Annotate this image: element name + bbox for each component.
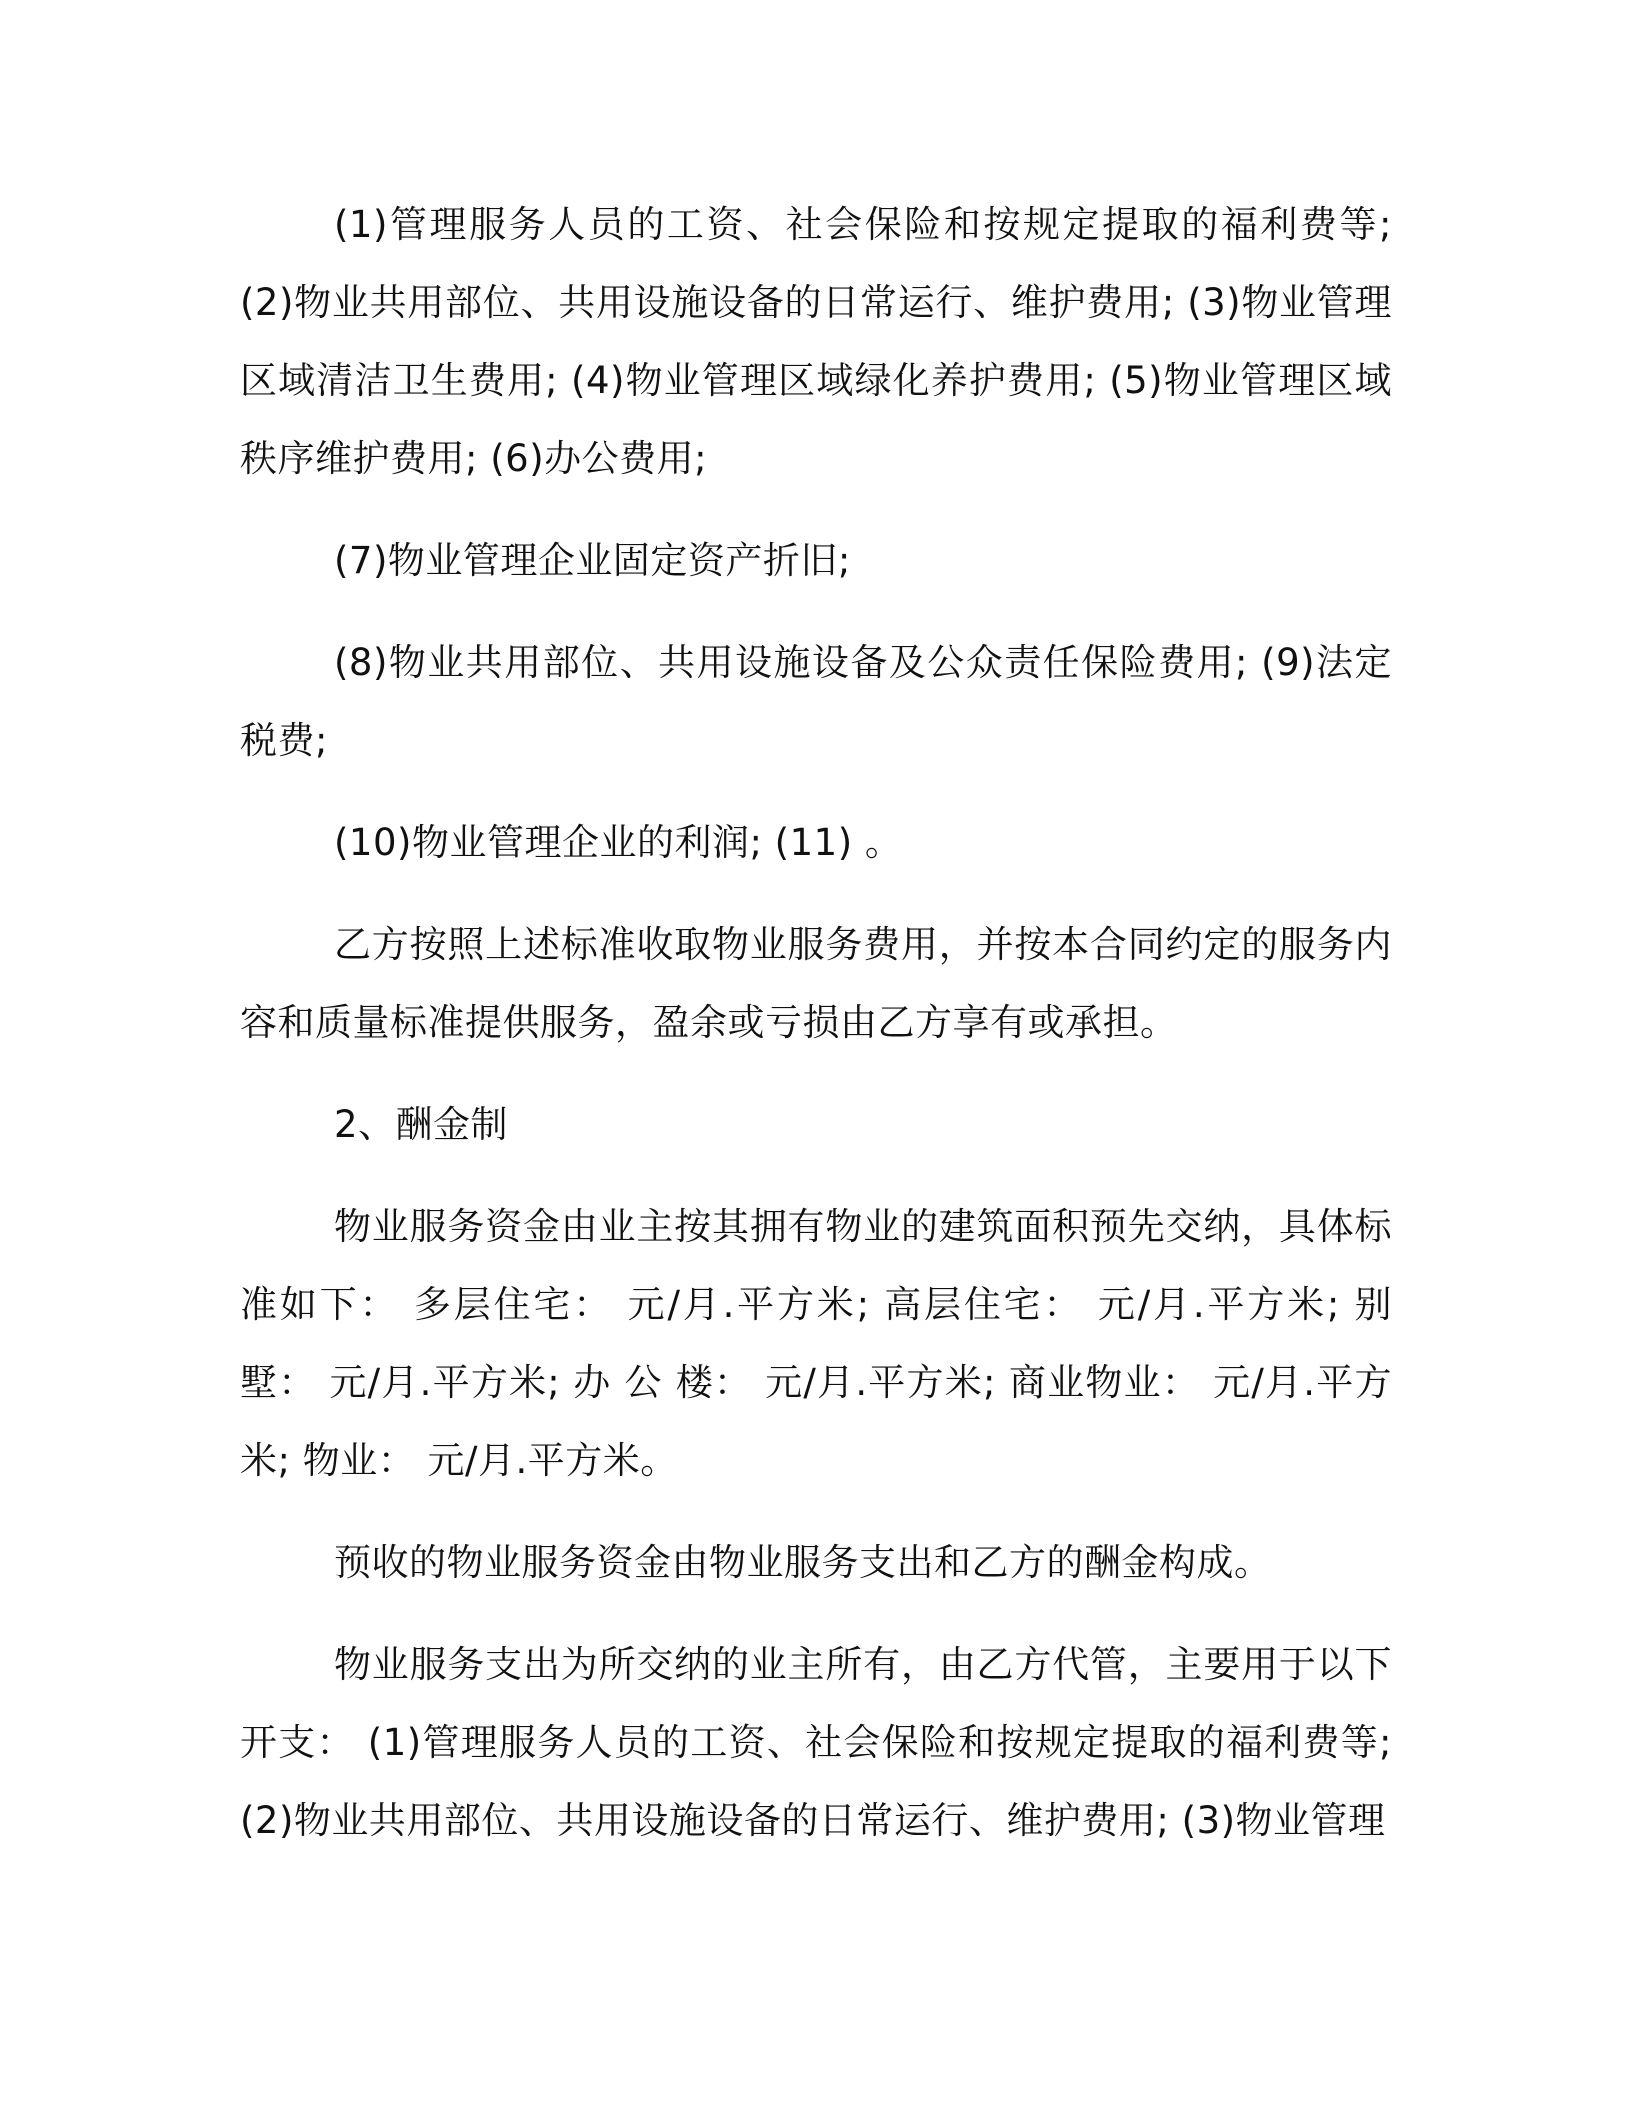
- paragraph-fund-composition: 预收的物业服务资金由物业服务支出和乙方的酬金构成。: [334, 1541, 1272, 1584]
- paragraph-expense-items-8-9: (8)物业共用部位、共用设施设备及公众责任保险费用; (9)法定税费;: [240, 641, 1392, 762]
- paragraph-fee-collection: 乙方按照上述标准收取物业服务费用，并按本合同约定的服务内容和质量标准提供服务，盈余或亏损由乙方享有或承担。: [240, 923, 1392, 1044]
- paragraph-expense-items-1-6: (1)管理服务人员的工资、社会保险和按规定提取的福利费等; (2)物业共用部位、共用设施设备的日常运行、维护费用; (3)物业管理区域清洁卫生费用; (4)物业管理区域绿化养护费用; (5)物业管理区域秩序维护费用; (6)办公费用;: [240, 203, 1392, 480]
- paragraph-fund-standards: 物业服务资金由业主按其拥有物业的建筑面积预先交纳，具体标准如下： 多层住宅： 元/月.平方米; 高层住宅： 元/月.平方米; 别 墅： 元/月.平方米; 办 公 楼： 元/月.平方米; 商业物业： 元/月.平方米; 物业： 元/月.平方米。: [240, 1205, 1392, 1482]
- paragraph-service-expenditure: 物业服务支出为所交纳的业主所有，由乙方代管，主要用于以下开支： (1)管理服务人员的工资、社会保险和按规定提取的福利费等; (2)物业共用部位、共用设施设备的日常运行、维护费用; (3)物业管理: [240, 1643, 1392, 1842]
- document-body: [240, 186, 1392, 1860]
- paragraph-expense-items-10-11: (10)物业管理企业的利润; (11) 。: [334, 821, 903, 864]
- paragraph-expense-item-7: (7)物业管理企业固定资产折旧;: [334, 539, 851, 582]
- section-heading-commission: 2、酬金制: [334, 1103, 509, 1146]
